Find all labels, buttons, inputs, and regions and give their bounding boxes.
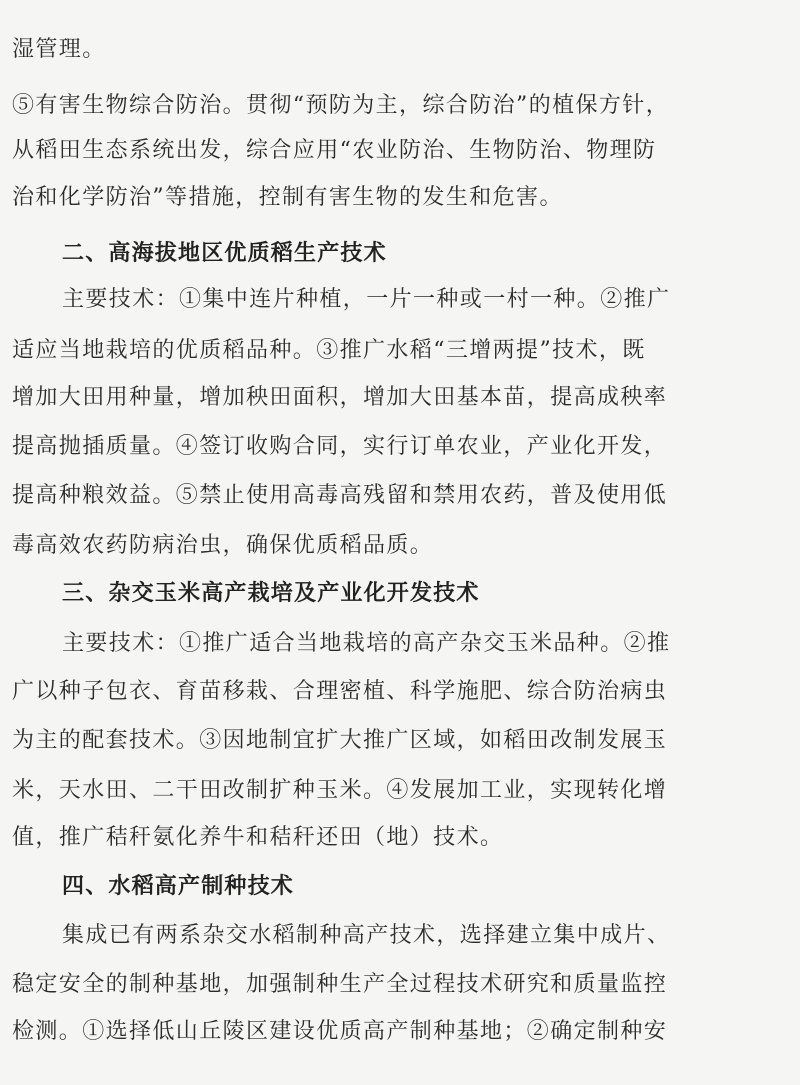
paragraph-line: 毒高效农药防病治虫，确保优质稻品质。 [12,533,434,558]
paragraph-line: 提高抛插质量。④签订收购合同，实行订单农业，产业化开发， [12,434,668,459]
paragraph-line: 为主的配套技术。③因地制宜扩大推广区域，如稻田改制发展玉 [12,728,668,753]
paragraph-line: 集成已有两系杂交水稻制种高产技术，选择建立集中成片、 [62,923,671,948]
paragraph-line: 增加大田用种量，增加秧田面积，增加大田基本苗，提高成秧率 [12,385,668,410]
paragraph-line: 主要技术：①推广适合当地栽培的高产杂交玉米品种。②推 [62,631,671,656]
paragraph-line: 主要技术：①集中连片种植，一片一种或一村一种。②推广 [62,287,671,312]
paragraph-line: 适应当地栽培的优质稻品种。③推广水稻“三增两提”技术，既 [12,338,646,363]
paragraph-line: 米，天水田、二干田改制扩种玉米。④发展加工业，实现转化增 [12,778,668,803]
paragraph-line: 广以种子包衣、育苗移栽、合理密植、科学施肥、综合防治病虫 [12,679,668,704]
paragraph-line: 检测。①选择低山丘陵区建设优质高产制种基地；②确定制种安 [12,1019,668,1044]
paragraph-line: 提高种粮效益。⑤禁止使用高毒高残留和禁用农药，普及使用低 [12,483,668,508]
paragraph-line: 湿管理。 [12,37,106,62]
paragraph-line: 从稻田生态系统出发，综合应用“农业防治、生物防治、物理防 [12,138,657,163]
paragraph-line: 值，推广秸秆氨化养牛和秸秆还田（地）技术。 [12,825,504,850]
section-heading-3: 三、杂交玉米高产栽培及产业化开发技术 [62,581,480,606]
section-heading-4: 四、水稻高产制种技术 [62,874,295,899]
paragraph-line: 治和化学防治”等措施，控制有害生物的发生和危害。 [12,185,563,210]
paragraph-line: 稳定安全的制种基地，加强制种生产全过程技术研究和质量监控 [12,972,668,997]
section-heading-2: 二、高海拔地区优质稻生产技术 [62,241,387,266]
paragraph-line: ⑤有害生物综合防治。贯彻“预防为主，综合防治”的植保方针， [12,93,670,118]
